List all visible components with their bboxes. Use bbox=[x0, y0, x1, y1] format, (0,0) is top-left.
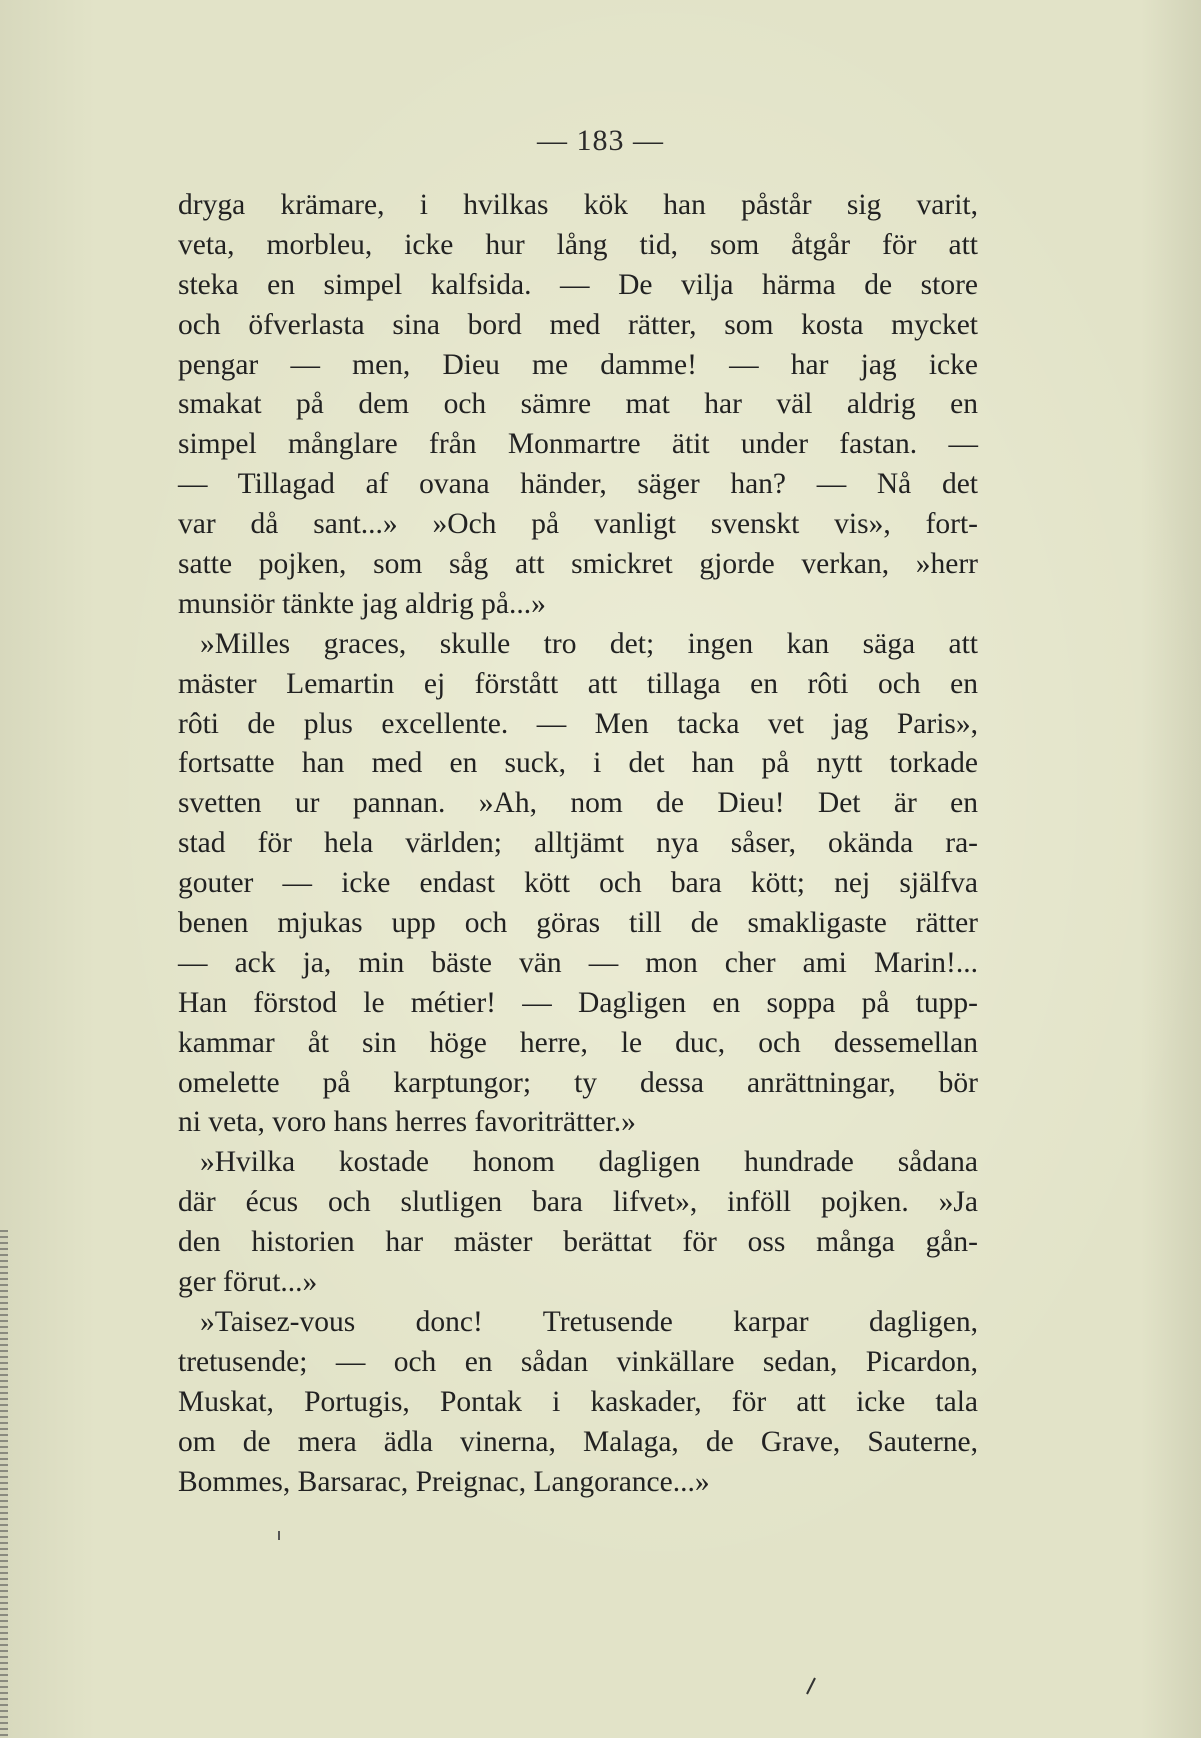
text-line: Han förstod le métier! — Dagligen en soppa på tupp- bbox=[178, 986, 978, 1019]
text-line: den historien har mäster berättat för oss många gån- bbox=[178, 1226, 978, 1259]
text-line: dryga krämare, i hvilkas kök han påstår sig varit, bbox=[178, 189, 978, 221]
text-line: simpel månglare från Monmartre ätit under fastan. — bbox=[178, 428, 978, 461]
text-line: kammar åt sin höge herre, le duc, och dessemellan bbox=[178, 1026, 978, 1059]
text-line: Bommes, Barsarac, Preignac, Langorance...» bbox=[178, 1465, 710, 1498]
text-line: rôti de plus excellente. — Men tacka vet jag Paris», bbox=[178, 707, 978, 740]
text-line: smakat på dem och sämre mat har väl aldrig en bbox=[178, 388, 978, 421]
page-number: — 183 — bbox=[537, 124, 664, 157]
text-line: — Tillagad af ovana händer, säger han? — Nå det bbox=[178, 468, 978, 501]
text-line: satte pojken, som såg att smickret gjorde verkan, »herr bbox=[178, 548, 978, 581]
text-line: — ack ja, min bäste vän — mon cher ami Marin!... bbox=[178, 946, 978, 979]
text-line: och öfverlasta sina bord med rätter, som kosta mycket bbox=[178, 308, 978, 341]
text-line: svetten ur pannan. »Ah, nom de Dieu! Det är en bbox=[178, 787, 978, 820]
text-line: omelette på karptungor; ty dessa anrättningar, bör bbox=[178, 1066, 978, 1099]
text-line: steka en simpel kalfsida. — De vilja härma de store bbox=[178, 268, 978, 301]
text-line: veta, morbleu, icke hur lång tid, som åtgår för att bbox=[178, 228, 978, 261]
text-line: tretusende; — och en sådan vinkällare sedan, Picardon, bbox=[178, 1345, 978, 1378]
text-line: fortsatte han med en suck, i det han på nytt torkade bbox=[178, 747, 978, 780]
text-line: ni veta, voro hans herres favoriträtter.» bbox=[178, 1106, 636, 1139]
ink-speck-mark bbox=[804, 1676, 818, 1696]
text-line: stad för hela världen; alltjämt nya såser, okända ra- bbox=[178, 827, 978, 860]
text-line: ger förut...» bbox=[178, 1266, 318, 1299]
text-line: »Hvilka kostade honom dagligen hundrade sådana bbox=[200, 1146, 978, 1179]
text-line: »Taisez-vous donc! Tretusende karpar dagligen, bbox=[200, 1305, 978, 1338]
text-line: »Milles graces, skulle tro det; ingen kan säga att bbox=[200, 627, 978, 660]
text-line: mäster Lemartin ej förstått att tillaga en rôti och en bbox=[178, 667, 978, 700]
text-line: gouter — icke endast kött och bara kött; nej själfva bbox=[178, 867, 978, 900]
text-line: var då sant...» »Och på vanligt svenskt vis», fort- bbox=[178, 508, 978, 541]
text-line: där écus och slutligen bara lifvet», inföll pojken. »Ja bbox=[178, 1186, 978, 1219]
body-text bbox=[178, 186, 978, 1502]
text-line: om de mera ädla vinerna, Malaga, de Grave, Sauterne, bbox=[178, 1425, 978, 1458]
text-line: munsiör tänkte jag aldrig på...» bbox=[178, 587, 546, 620]
text-line: pengar — men, Dieu me damme! — har jag icke bbox=[178, 348, 978, 381]
text-line: Muskat, Portugis, Pontak i kaskader, för att icke tala bbox=[178, 1385, 978, 1418]
text-line: benen mjukas upp och göras till de smakligaste rätter bbox=[178, 907, 978, 940]
ink-speck-mark bbox=[276, 1530, 282, 1542]
binding-edge bbox=[0, 1230, 8, 1738]
